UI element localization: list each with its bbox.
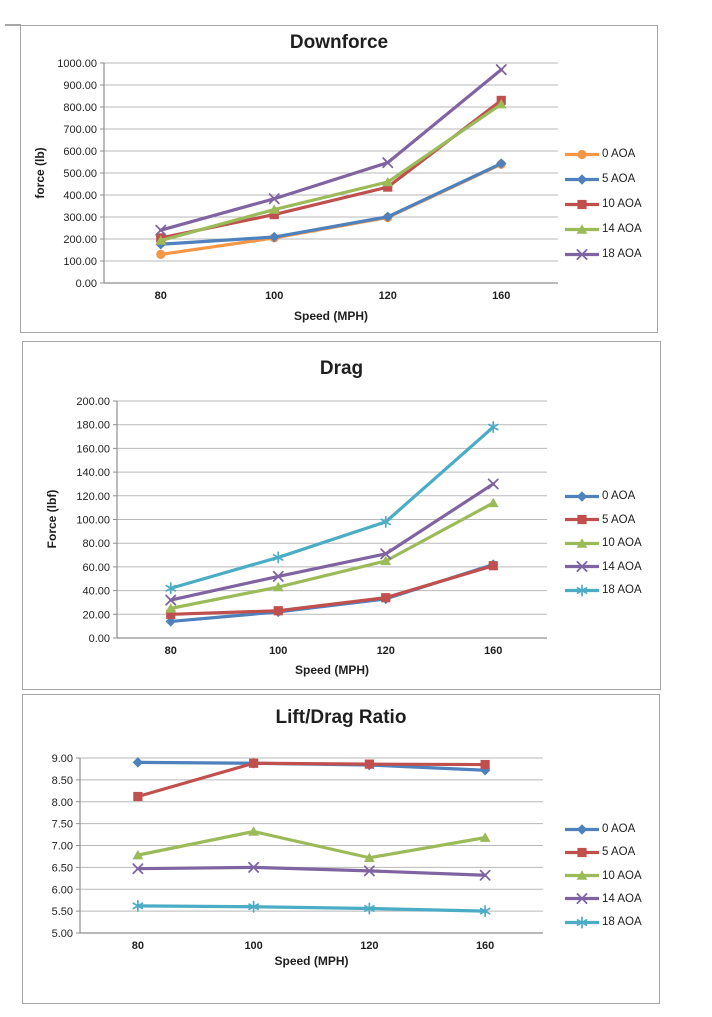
x-marker-icon [564, 892, 600, 905]
legend-item-10-aoa [564, 197, 642, 211]
x-marker-icon [564, 560, 600, 573]
downforce-x-axis-title: Speed (MPH) [293, 309, 368, 323]
legend-label: 0 AOA [602, 148, 636, 160]
legend-item-14-aoa [564, 560, 642, 574]
y-tick-label: 800.00 [63, 102, 97, 114]
lift-drag-ratio-legend [564, 822, 642, 929]
y-tick-label: 40.00 [82, 585, 110, 598]
x-tick-label: 120 [360, 940, 379, 952]
x-tick-label: 160 [475, 940, 495, 952]
diamond-marker-icon [564, 173, 600, 186]
clipped-border-line [5, 24, 21, 26]
y-tick-label: 60.00 [82, 561, 110, 574]
x-tick-label: 80 [131, 940, 144, 952]
y-tick-label: 100.00 [63, 256, 97, 268]
legend-label: 5 AOA [602, 846, 636, 859]
diamond-marker-icon [564, 823, 600, 836]
x-tick-label: 80 [164, 645, 177, 657]
y-tick-label: 700.00 [63, 124, 97, 136]
legend-label: 10 AOA [602, 869, 642, 882]
y-tick-label: 0.00 [88, 633, 110, 645]
y-tick-label: 9.00 [51, 753, 73, 765]
x-tick-label: 160 [492, 290, 511, 302]
y-tick-label: 300.00 [63, 212, 97, 224]
downforce-y-axis-title: force (lb) [33, 147, 47, 199]
triangle-marker-icon [564, 537, 600, 550]
drag-chart-title: Drag [319, 358, 364, 379]
y-tick-label: 1000.00 [57, 58, 97, 70]
legend-label: 10 AOA [602, 198, 642, 210]
y-tick-label: 200.00 [63, 234, 97, 246]
star-marker-icon [564, 584, 600, 597]
star-marker-icon [564, 916, 600, 929]
drag-chart[interactable] [22, 341, 661, 690]
square-marker-icon [564, 198, 600, 211]
drag-x-axis-title: Speed (MPH) [294, 663, 369, 677]
y-tick-label: 600.00 [63, 146, 97, 158]
downforce-plot-area [21, 26, 657, 332]
legend-label: 18 AOA [602, 584, 642, 596]
y-tick-label: 5.00 [51, 928, 73, 940]
y-tick-label: 120.00 [76, 490, 110, 503]
legend-item-0-aoa [564, 822, 642, 836]
diamond-marker-icon [564, 490, 600, 503]
y-tick-label: 6.50 [51, 862, 73, 875]
legend-label: 0 AOA [602, 490, 636, 502]
x-tick-label: 80 [154, 290, 167, 302]
lift-drag-ratio-chart[interactable] [22, 694, 660, 1004]
legend-label: 5 AOA [602, 513, 636, 526]
legend-item-18-aoa [564, 915, 642, 929]
legend-item-10-aoa [564, 536, 642, 550]
legend-label: 18 AOA [602, 916, 642, 929]
legend-item-14-aoa [564, 222, 642, 236]
square-marker-icon [564, 846, 600, 859]
x-tick-label: 120 [378, 290, 397, 302]
x-marker-icon [564, 248, 600, 261]
y-tick-label: 400.00 [63, 190, 97, 202]
x-tick-label: 100 [265, 290, 284, 302]
circle-marker-icon [564, 148, 600, 161]
y-tick-label: 5.50 [51, 906, 73, 919]
legend-item-0-aoa [564, 147, 642, 161]
x-tick-label: 160 [484, 645, 503, 657]
y-tick-label: 200.00 [76, 396, 110, 408]
drag-y-axis-title: Force (lbf) [45, 489, 59, 549]
legend-item-5-aoa [564, 172, 642, 186]
drag-legend [564, 489, 642, 597]
triangle-marker-icon [564, 869, 600, 882]
y-tick-label: 900.00 [63, 80, 97, 92]
y-tick-label: 0.00 [75, 278, 97, 290]
legend-label: 18 AOA [602, 248, 642, 260]
square-marker-icon [564, 513, 600, 526]
downforce-chart[interactable] [20, 25, 658, 333]
y-tick-label: 8.50 [51, 774, 73, 787]
legend-item-0-aoa [564, 489, 642, 503]
y-tick-label: 8.00 [51, 796, 73, 809]
legend-label: 14 AOA [602, 223, 642, 235]
legend-item-18-aoa [564, 247, 642, 261]
y-tick-label: 7.50 [51, 818, 73, 831]
legend-item-10-aoa [564, 869, 642, 883]
x-tick-label: 120 [376, 645, 395, 657]
legend-item-14-aoa [564, 892, 642, 906]
y-tick-label: 180.00 [76, 419, 110, 432]
y-tick-label: 6.00 [51, 884, 73, 897]
legend-label: 14 AOA [602, 892, 642, 905]
x-tick-label: 100 [244, 940, 263, 952]
legend-label: 10 AOA [602, 537, 642, 549]
y-tick-label: 140.00 [76, 467, 110, 480]
downforce-legend [564, 147, 642, 261]
lift-drag-ratio-x-axis-title: Speed (MPH) [274, 954, 349, 968]
legend-label: 14 AOA [602, 560, 642, 573]
legend-item-18-aoa [564, 583, 642, 597]
y-tick-label: 80.00 [82, 538, 110, 551]
legend-item-5-aoa [564, 845, 642, 859]
downforce-chart-title: Downforce [289, 32, 389, 53]
y-tick-label: 500.00 [63, 168, 97, 180]
triangle-marker-icon [564, 223, 600, 236]
lift-drag-ratio-chart-title: Lift/Drag Ratio [275, 707, 407, 728]
legend-label: 0 AOA [602, 823, 636, 835]
legend-item-5-aoa [564, 513, 642, 527]
y-tick-label: 7.00 [51, 840, 73, 853]
x-tick-label: 100 [269, 645, 288, 657]
y-tick-label: 160.00 [76, 443, 110, 456]
y-tick-label: 100.00 [76, 514, 110, 527]
legend-label: 5 AOA [602, 173, 636, 185]
y-tick-label: 20.00 [82, 609, 110, 622]
